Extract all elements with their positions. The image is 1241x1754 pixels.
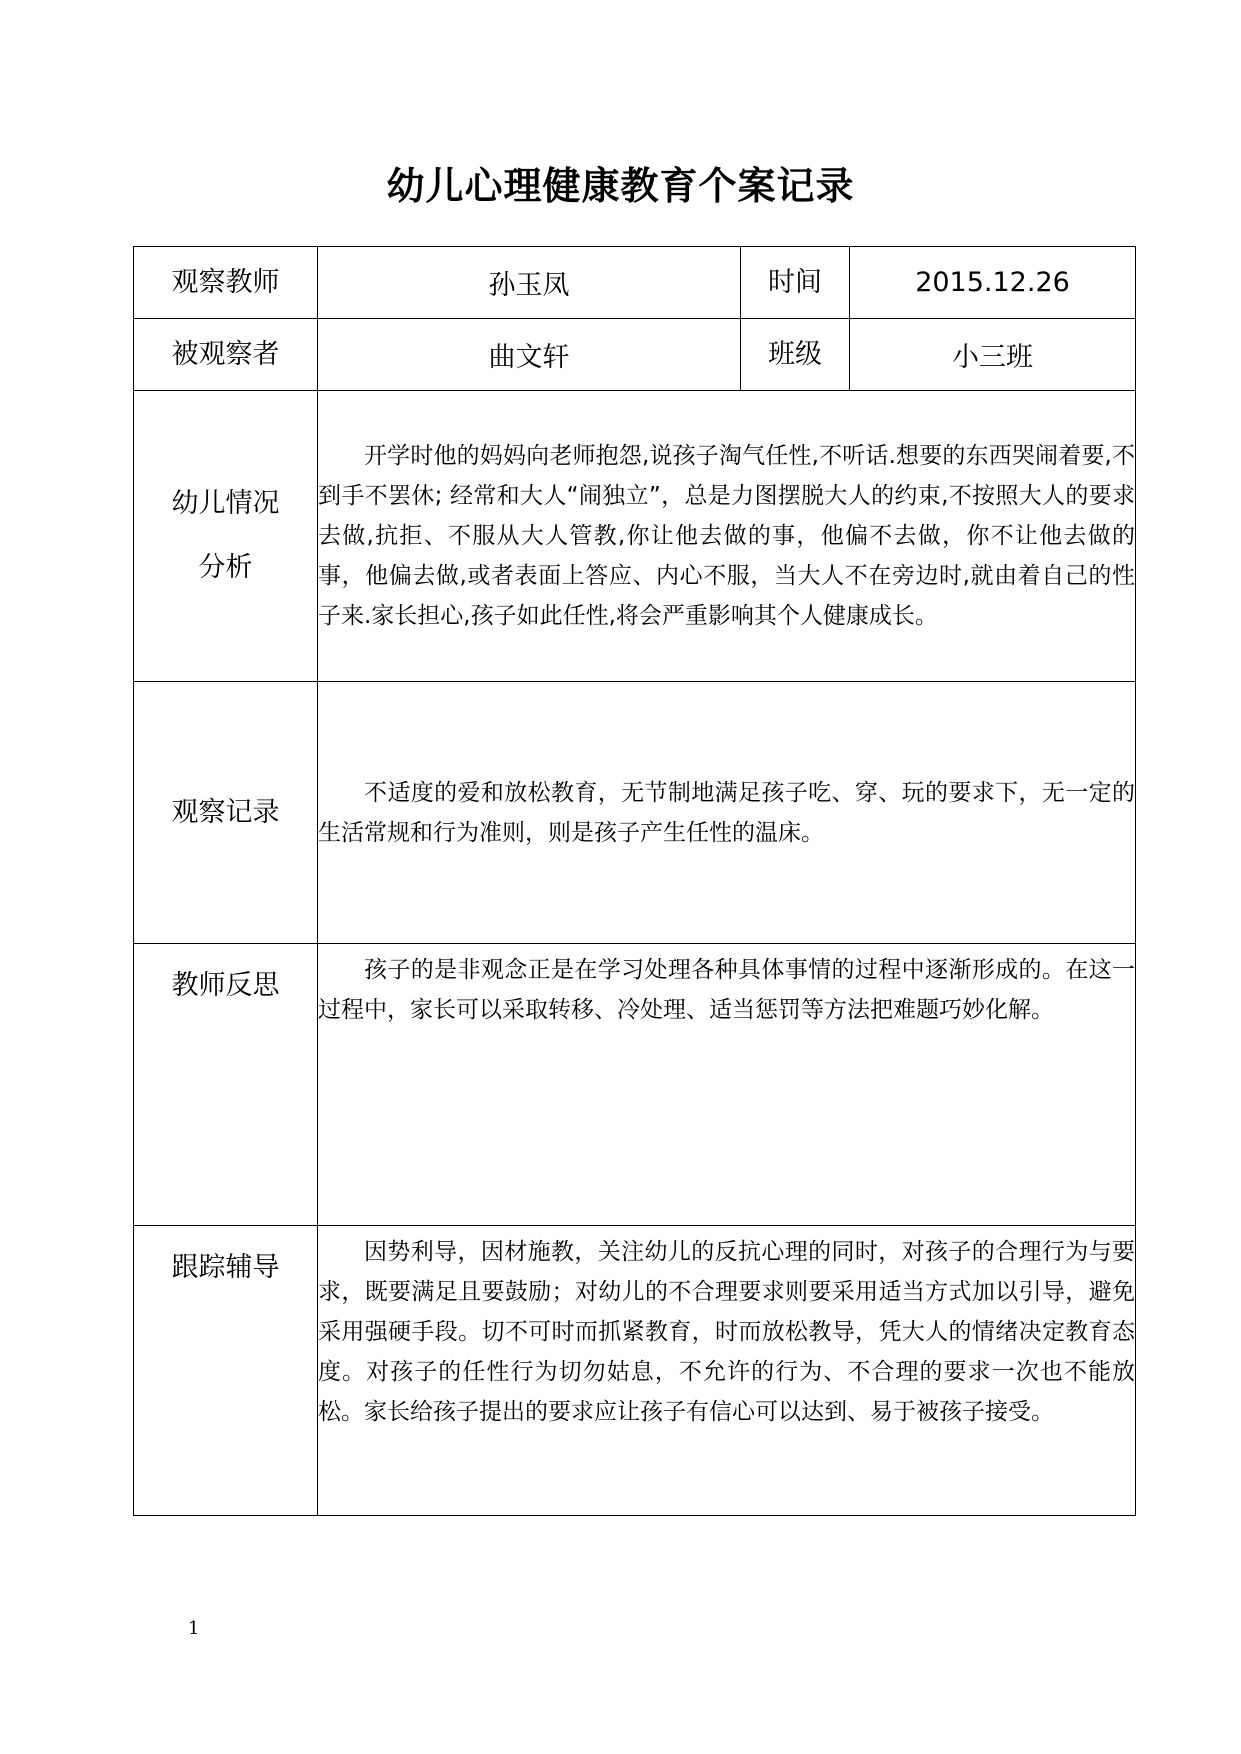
analysis-label-line2: 分析	[198, 552, 253, 583]
guidance-text: 因势利导，因材施教，关注幼儿的反抗心理的同时，对孩子的合理行为与要求，既要满足且要鼓励；对幼儿的不合理要求则要采用适当方式加以引导，避免采用强硬手段。切不可时而抓紧教育，时而放松教导，凭大人的情绪决定教育态度。对孩子的任性行为切勿姑息，不允许的行为、不合理的要求一次也不能放松。家长给孩子提出的要求应让孩子有信心可以达到、易于被孩子接受。	[318, 1239, 1135, 1425]
reflection-text: 孩子的是非观念正是在学习处理各种具体事情的过程中逐渐形成的。在这一过程中，家长可以采取转移、冷处理、适当惩罚等方法把难题巧妙化解。	[318, 957, 1135, 1023]
observer-row	[134, 247, 1136, 319]
observer-label: 观察教师	[134, 247, 318, 319]
observation-row	[134, 682, 1136, 944]
observer-name: 孙玉凤	[318, 247, 741, 319]
observation-text-cell	[318, 682, 1136, 944]
analysis-label	[134, 391, 318, 682]
guidance-text-cell	[318, 1226, 1136, 1516]
time-label: 时间	[741, 247, 850, 319]
class-label: 班级	[741, 319, 850, 391]
analysis-text: 开学时他的妈妈向老师抱怨,说孩子淘气任性,不听话.想要的东西哭闹着要,不到手不罢休; 经常和大人“闹独立”，总是力图摆脱大人的约束,不按照大人的要求去做,抗拒、不服从大人管教,你让他去做的事，他偏不去做，你不让他去做的事，他偏去做,或者表面上答应、内心不服，当大人不在旁边时,就由着自己的性子来.家长担心,孩子如此任性,将会严重影响其个人健康成长。	[318, 443, 1135, 629]
observation-text: 不适度的爱和放松教育，无节制地满足孩子吃、穿、玩的要求下，无一定的生活常规和行为准则，则是孩子产生任性的温床。	[318, 779, 1135, 846]
analysis-label-line1: 幼儿情况	[171, 488, 280, 519]
reflection-row	[134, 944, 1136, 1226]
case-record-table	[133, 246, 1136, 1516]
class-value: 小三班	[850, 319, 1136, 391]
reflection-text-cell	[318, 944, 1136, 1226]
subject-label: 被观察者	[134, 319, 318, 391]
page-title: 幼儿心理健康教育个案记录	[386, 163, 855, 208]
subject-name: 曲文轩	[318, 319, 741, 391]
page-number: 1	[188, 1618, 200, 1639]
analysis-row	[134, 391, 1136, 682]
reflection-label: 教师反思	[134, 944, 318, 1226]
guidance-row	[134, 1226, 1136, 1516]
observation-label: 观察记录	[134, 682, 318, 944]
guidance-label: 跟踪辅导	[134, 1226, 318, 1516]
analysis-text-cell	[318, 391, 1136, 682]
time-value: 2015.12.26	[850, 247, 1136, 319]
subject-row	[134, 319, 1136, 391]
